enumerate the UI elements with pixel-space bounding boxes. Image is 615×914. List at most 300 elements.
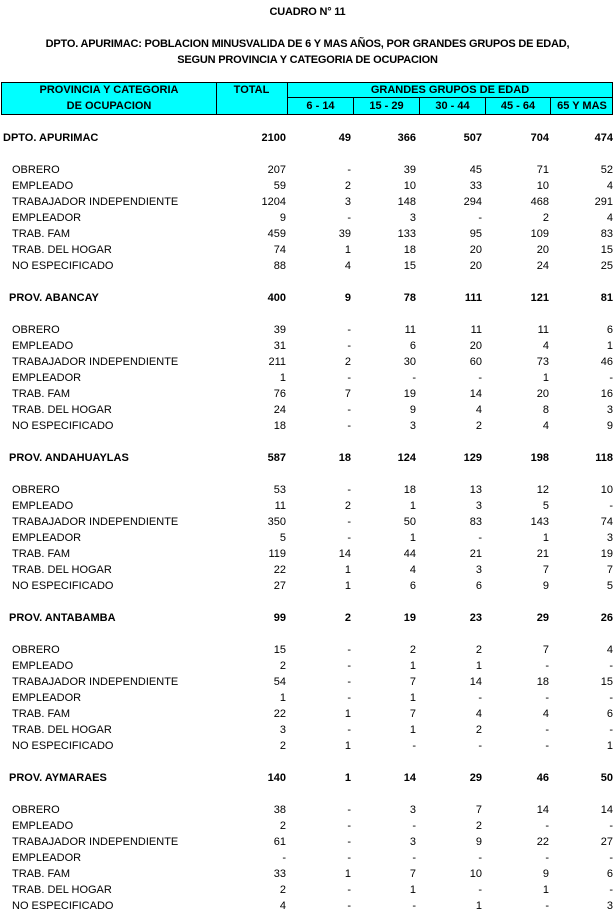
cell-age-6-14: 3 [344, 196, 351, 208]
cell-age-65-plus: 4 [606, 644, 613, 656]
cell-age-15-29: - [412, 852, 416, 864]
cell-age-45-64: 8 [542, 404, 549, 416]
cell-age-15-29: 148 [397, 196, 416, 208]
cell-age-30-44: 45 [469, 164, 482, 176]
cell-total: 1204 [261, 196, 286, 208]
cell-age-65-plus: 14 [600, 804, 613, 816]
cell-age-15-29: 1 [409, 532, 416, 544]
cell-age-15-29: - [412, 820, 416, 832]
cell-age-15-29: 11 [404, 324, 416, 336]
cell-total: 2 [279, 820, 286, 832]
cell-total: 2 [279, 660, 286, 672]
cell-age-6-14: - [347, 852, 351, 864]
cell-age-6-14: 1 [344, 564, 351, 576]
cell-age-6-14: 14 [338, 548, 351, 560]
cell-age-45-64: 4 [542, 340, 549, 352]
table-row [0, 834, 615, 850]
row-label: EMPLEADO [12, 340, 74, 352]
cell-age-15-29: 133 [397, 228, 416, 240]
table-row [0, 898, 615, 914]
cell-total: 61 [273, 836, 286, 848]
cell-age-30-44: 1 [475, 660, 482, 672]
row-label: OBRERO [12, 324, 60, 336]
cell-age-65-plus: 25 [600, 260, 613, 272]
cell-age-30-44: 2 [475, 820, 482, 832]
cell-age-30-44: - [478, 212, 482, 224]
cell-age-30-44: 4 [475, 404, 482, 416]
table-row [0, 802, 615, 818]
cell-age-30-44: 294 [463, 196, 482, 208]
cell-age-6-14: 39 [338, 228, 351, 240]
cell-age-45-64: - [545, 660, 549, 672]
cell-age-15-29: 19 [403, 388, 416, 400]
row-label: NO ESPECIFICADO [12, 260, 114, 272]
cell-total: 33 [273, 868, 286, 880]
cell-age-6-14: 7 [344, 388, 351, 400]
province-total-row [0, 610, 615, 626]
table-row [0, 482, 615, 498]
table-row [0, 530, 615, 546]
cell-age-15-29: 366 [397, 132, 416, 144]
cell-age-6-14: 1 [344, 580, 351, 592]
cell-age-30-44: 95 [469, 228, 482, 240]
cell-age-45-64: - [545, 852, 549, 864]
cell-age-15-29: 14 [403, 772, 416, 784]
row-label: PROV. AYMARAES [9, 772, 107, 784]
cell-age-6-14: 49 [338, 132, 351, 144]
cell-age-45-64: 143 [530, 516, 549, 528]
table-header [1, 82, 613, 115]
cell-age-30-44: 129 [463, 452, 482, 464]
cell-total: 27 [273, 580, 286, 592]
row-label: PROV. ANDAHUAYLAS [9, 452, 129, 464]
cell-age-65-plus: - [609, 660, 613, 672]
province-total-row [0, 290, 615, 306]
cell-age-6-14: 4 [344, 260, 351, 272]
cell-age-30-44: 10 [469, 868, 482, 880]
row-label: TRABAJADOR INDEPENDIENTE [12, 196, 179, 208]
row-label: EMPLEADO [12, 500, 74, 512]
cell-age-6-14: - [347, 900, 351, 912]
header-age-45-64: 45 - 64 [500, 100, 536, 112]
cell-age-15-29: 18 [403, 484, 416, 496]
cell-age-15-29: 1 [409, 724, 416, 736]
cell-age-65-plus: 6 [606, 708, 613, 720]
table-row [0, 402, 615, 418]
cell-age-15-29: 9 [409, 404, 416, 416]
cell-age-65-plus: 9 [606, 420, 613, 432]
table-row [0, 514, 615, 530]
cell-age-45-64: 29 [536, 612, 549, 624]
cell-age-6-14: - [347, 340, 351, 352]
cell-age-30-44: - [478, 372, 482, 384]
table-row [0, 322, 615, 338]
cell-age-45-64: 704 [530, 132, 549, 144]
table-row [0, 578, 615, 594]
cell-total: 1 [279, 692, 286, 704]
cell-total: 459 [267, 228, 286, 240]
cell-age-30-44: 33 [469, 180, 482, 192]
cell-age-65-plus: 81 [600, 292, 613, 304]
cell-age-15-29: 3 [409, 420, 416, 432]
cell-age-6-14: 2 [344, 500, 351, 512]
cell-age-30-44: 7 [475, 804, 482, 816]
cell-total: 38 [273, 804, 286, 816]
cell-age-6-14: 9 [344, 292, 351, 304]
cell-age-15-29: 6 [409, 340, 416, 352]
row-label: EMPLEADOR [12, 532, 82, 544]
table-row [0, 658, 615, 674]
cell-age-30-44: 9 [475, 836, 482, 848]
cell-total: 400 [267, 292, 286, 304]
cell-age-45-64: 24 [536, 260, 549, 272]
cell-age-15-29: 50 [403, 516, 416, 528]
row-label: EMPLEADOR [12, 212, 82, 224]
cell-age-6-14: - [347, 404, 351, 416]
cell-age-65-plus: 3 [606, 900, 613, 912]
cell-total: 4 [279, 900, 286, 912]
cell-age-30-44: 21 [469, 548, 482, 560]
header-age-groups: GRANDES GRUPOS DE EDAD [370, 84, 530, 96]
row-label: TRABAJADOR INDEPENDIENTE [12, 516, 179, 528]
cell-age-15-29: - [412, 900, 416, 912]
cell-age-15-29: 6 [409, 580, 416, 592]
cell-age-15-29: 1 [409, 660, 416, 672]
cell-age-65-plus: 46 [600, 356, 613, 368]
cell-age-45-64: 1 [542, 372, 549, 384]
row-label: TRAB. DEL HOGAR [12, 724, 112, 736]
cell-age-65-plus: - [609, 820, 613, 832]
row-label: NO ESPECIFICADO [12, 420, 114, 432]
table-row [0, 674, 615, 690]
cell-age-65-plus: 474 [594, 132, 613, 144]
cell-total: 31 [273, 340, 286, 352]
table-row [0, 258, 615, 274]
cell-age-65-plus: 83 [600, 228, 613, 240]
cell-age-65-plus: 5 [606, 580, 613, 592]
table-row [0, 546, 615, 562]
cell-total: 350 [267, 516, 286, 528]
cell-age-65-plus: 6 [606, 324, 613, 336]
cell-age-6-14: - [347, 324, 351, 336]
cell-age-6-14: 1 [344, 708, 351, 720]
row-label: OBRERO [12, 804, 60, 816]
cell-total: 3 [279, 724, 286, 736]
cell-age-45-64: 7 [542, 644, 549, 656]
cell-total: 99 [273, 612, 286, 624]
cell-age-45-64: 4 [542, 708, 549, 720]
cell-total: 54 [273, 676, 286, 688]
cell-total: 76 [273, 388, 286, 400]
row-label: OBRERO [12, 484, 60, 496]
cell-age-30-44: - [478, 692, 482, 704]
cell-age-45-64: 2 [542, 212, 549, 224]
cell-age-30-44: 2 [475, 420, 482, 432]
cell-age-45-64: - [545, 820, 549, 832]
cell-age-65-plus: 19 [600, 548, 613, 560]
row-label: TRABAJADOR INDEPENDIENTE [12, 356, 179, 368]
cell-age-45-64: 18 [536, 676, 549, 688]
row-label: TRAB. FAM [12, 708, 71, 720]
table-row [0, 210, 615, 226]
cell-age-15-29: 39 [403, 164, 416, 176]
cell-age-30-44: 13 [469, 484, 482, 496]
cell-age-65-plus: - [609, 884, 613, 896]
row-label: OBRERO [12, 164, 60, 176]
cell-age-30-44: 14 [469, 676, 482, 688]
cell-age-15-29: 7 [409, 676, 416, 688]
cell-total: 1 [279, 372, 286, 384]
cell-age-6-14: - [347, 164, 351, 176]
row-label: EMPLEADOR [12, 852, 82, 864]
cell-age-6-14: - [347, 516, 351, 528]
table-number: CUADRO N° 11 [269, 6, 346, 18]
cell-age-15-29: 2 [409, 644, 416, 656]
cell-age-65-plus: 3 [606, 532, 613, 544]
row-label: OBRERO [12, 644, 60, 656]
department-total-row [0, 130, 615, 146]
province-total-row [0, 450, 615, 466]
cell-age-65-plus: 6 [606, 868, 613, 880]
table-row [0, 354, 615, 370]
cell-total: 15 [273, 644, 286, 656]
table-title-line-2: SEGUN PROVINCIA Y CATEGORIA DE OCUPACION [177, 54, 438, 66]
cell-age-45-64: - [545, 692, 549, 704]
row-label: TRAB. FAM [12, 388, 71, 400]
cell-age-30-44: 23 [469, 612, 482, 624]
row-label: TRAB. DEL HOGAR [12, 884, 112, 896]
cell-total: 207 [267, 164, 286, 176]
table-row [0, 690, 615, 706]
cell-age-65-plus: 50 [600, 772, 613, 784]
row-label: EMPLEADO [12, 180, 74, 192]
cell-age-6-14: - [347, 820, 351, 832]
table-row [0, 850, 615, 866]
header-age-15-29: 15 - 29 [369, 100, 404, 112]
cell-age-45-64: 198 [530, 452, 549, 464]
cell-age-45-64: 7 [542, 564, 549, 576]
cell-age-30-44: 3 [475, 500, 482, 512]
cell-total: 5 [279, 532, 286, 544]
cell-age-15-29: 44 [403, 548, 416, 560]
cell-age-30-44: 507 [463, 132, 482, 144]
table-row [0, 642, 615, 658]
cell-age-65-plus: 52 [600, 164, 613, 176]
cell-age-30-44: 83 [469, 516, 482, 528]
cell-age-6-14: - [347, 644, 351, 656]
header-age-65-plus: 65 Y MAS [557, 100, 607, 112]
cell-age-6-14: 1 [344, 740, 351, 752]
cell-age-15-29: 1 [409, 500, 416, 512]
cell-age-30-44: - [478, 740, 482, 752]
cell-age-6-14: 1 [344, 868, 351, 880]
row-label: TRAB. FAM [12, 868, 71, 880]
cell-age-6-14: - [347, 692, 351, 704]
row-label: DPTO. APURIMAC [3, 132, 99, 144]
cell-total: 18 [273, 420, 286, 432]
cell-total: 11 [274, 500, 286, 512]
cell-age-15-29: 78 [403, 292, 416, 304]
cell-age-65-plus: - [609, 500, 613, 512]
cell-age-6-14: - [347, 836, 351, 848]
row-label: NO ESPECIFICADO [12, 740, 114, 752]
cell-age-30-44: 20 [469, 260, 482, 272]
cell-age-65-plus: 3 [606, 404, 613, 416]
cell-age-65-plus: 291 [594, 196, 613, 208]
cell-age-15-29: 18 [403, 244, 416, 256]
cell-age-15-29: 3 [409, 836, 416, 848]
table-row [0, 162, 615, 178]
cell-age-45-64: 12 [536, 484, 549, 496]
cell-age-45-64: 1 [542, 532, 549, 544]
cell-age-45-64: 20 [536, 244, 549, 256]
cell-age-30-44: 29 [469, 772, 482, 784]
cell-age-30-44: 60 [469, 356, 482, 368]
cell-age-45-64: 71 [536, 164, 549, 176]
header-age-30-44: 30 - 44 [435, 100, 470, 112]
table-row [0, 338, 615, 354]
table-row [0, 738, 615, 754]
cell-age-45-64: - [545, 724, 549, 736]
cell-age-45-64: 10 [536, 180, 549, 192]
cell-age-30-44: 4 [475, 708, 482, 720]
cell-total: 2100 [261, 132, 286, 144]
table-row [0, 370, 615, 386]
cell-total: 211 [268, 356, 286, 368]
cell-total: 24 [273, 404, 286, 416]
cell-age-15-29: - [412, 372, 416, 384]
cell-age-30-44: 3 [475, 564, 482, 576]
table-row [0, 418, 615, 434]
cell-age-6-14: - [347, 804, 351, 816]
header-age-6-14: 6 - 14 [306, 100, 335, 112]
cell-age-45-64: 9 [542, 868, 549, 880]
row-label: EMPLEADOR [12, 372, 82, 384]
cell-age-45-64: 1 [542, 884, 549, 896]
cell-age-65-plus: 1 [606, 340, 613, 352]
row-label: EMPLEADO [12, 820, 74, 832]
row-label: TRAB. DEL HOGAR [12, 564, 112, 576]
cell-age-65-plus: - [609, 852, 613, 864]
table-row [0, 818, 615, 834]
cell-age-30-44: - [478, 532, 482, 544]
cell-age-15-29: 7 [409, 868, 416, 880]
table-row [0, 178, 615, 194]
cell-age-30-44: 20 [469, 340, 482, 352]
cell-total: 88 [273, 260, 286, 272]
row-label: TRABAJADOR INDEPENDIENTE [12, 676, 179, 688]
cell-total: 39 [273, 324, 286, 336]
cell-total: 587 [267, 452, 286, 464]
cell-age-6-14: - [347, 212, 351, 224]
cell-age-6-14: - [347, 660, 351, 672]
cell-age-15-29: 10 [403, 180, 416, 192]
cell-total: 119 [268, 548, 286, 560]
cell-age-6-14: 1 [344, 772, 351, 784]
cell-age-65-plus: 118 [595, 452, 613, 464]
cell-age-15-29: 3 [409, 804, 416, 816]
cell-total: 53 [273, 484, 286, 496]
cell-age-65-plus: 7 [606, 564, 613, 576]
cell-age-65-plus: 15 [600, 676, 613, 688]
cell-age-30-44: 11 [470, 324, 482, 336]
table-title-line-1: DPTO. APURIMAC: POBLACION MINUSVALIDA DE 6 Y MAS AÑOS, POR GRANDES GRUPOS DE EDAD, [45, 38, 570, 50]
cell-age-15-29: 19 [403, 612, 416, 624]
cell-age-30-44: 2 [475, 724, 482, 736]
cell-total: - [282, 852, 286, 864]
row-label: TRABAJADOR INDEPENDIENTE [12, 836, 179, 848]
cell-age-6-14: 1 [344, 244, 351, 256]
table-row [0, 722, 615, 738]
header-province-line-2: DE OCUPACION [66, 100, 152, 112]
cell-age-15-29: 1 [409, 884, 416, 896]
cell-age-65-plus: 26 [600, 612, 613, 624]
row-label: EMPLEADOR [12, 692, 82, 704]
cell-age-45-64: 46 [536, 772, 549, 784]
cell-total: 22 [273, 708, 286, 720]
cell-age-15-29: 15 [403, 260, 416, 272]
cell-age-6-14: - [347, 676, 351, 688]
cell-age-65-plus: - [609, 692, 613, 704]
table-row [0, 562, 615, 578]
cell-age-6-14: 18 [338, 452, 351, 464]
cell-age-65-plus: 1 [606, 740, 613, 752]
cell-total: 59 [273, 180, 286, 192]
table-row [0, 866, 615, 882]
cell-age-6-14: 2 [344, 356, 351, 368]
cell-age-65-plus: 10 [600, 484, 613, 496]
cell-total: 2 [279, 740, 286, 752]
cell-age-45-64: 468 [530, 196, 549, 208]
cell-age-45-64: 21 [536, 548, 549, 560]
table-row [0, 706, 615, 722]
province-total-row [0, 770, 615, 786]
table-row [0, 226, 615, 242]
cell-age-15-29: 30 [403, 356, 416, 368]
cell-age-30-44: 2 [475, 644, 482, 656]
cell-age-30-44: 6 [475, 580, 482, 592]
cell-age-45-64: 22 [536, 836, 549, 848]
cell-age-6-14: - [347, 532, 351, 544]
cell-age-6-14: 2 [344, 180, 351, 192]
cell-total: 22 [273, 564, 286, 576]
cell-age-15-29: - [412, 740, 416, 752]
cell-age-65-plus: 16 [600, 388, 613, 400]
cell-age-45-64: 20 [536, 388, 549, 400]
header-province-line-1: PROVINCIA Y CATEGORIA [39, 84, 179, 96]
cell-age-6-14: - [347, 372, 351, 384]
row-label: NO ESPECIFICADO [12, 580, 114, 592]
row-label: TRAB. DEL HOGAR [12, 404, 112, 416]
cell-total: 2 [279, 884, 286, 896]
cell-age-65-plus: 15 [600, 244, 613, 256]
cell-age-45-64: 121 [530, 292, 549, 304]
cell-total: 140 [267, 772, 286, 784]
cell-age-65-plus: - [609, 724, 613, 736]
cell-age-65-plus: - [609, 372, 613, 384]
cell-age-15-29: 7 [409, 708, 416, 720]
table-row [0, 242, 615, 258]
cell-age-45-64: 4 [542, 420, 549, 432]
cell-age-30-44: 14 [469, 388, 482, 400]
cell-age-30-44: 1 [475, 900, 482, 912]
table-row [0, 882, 615, 898]
cell-age-6-14: - [347, 884, 351, 896]
cell-age-6-14: - [347, 724, 351, 736]
cell-age-15-29: 4 [409, 564, 416, 576]
cell-total: 9 [279, 212, 286, 224]
cell-age-45-64: 9 [542, 580, 549, 592]
